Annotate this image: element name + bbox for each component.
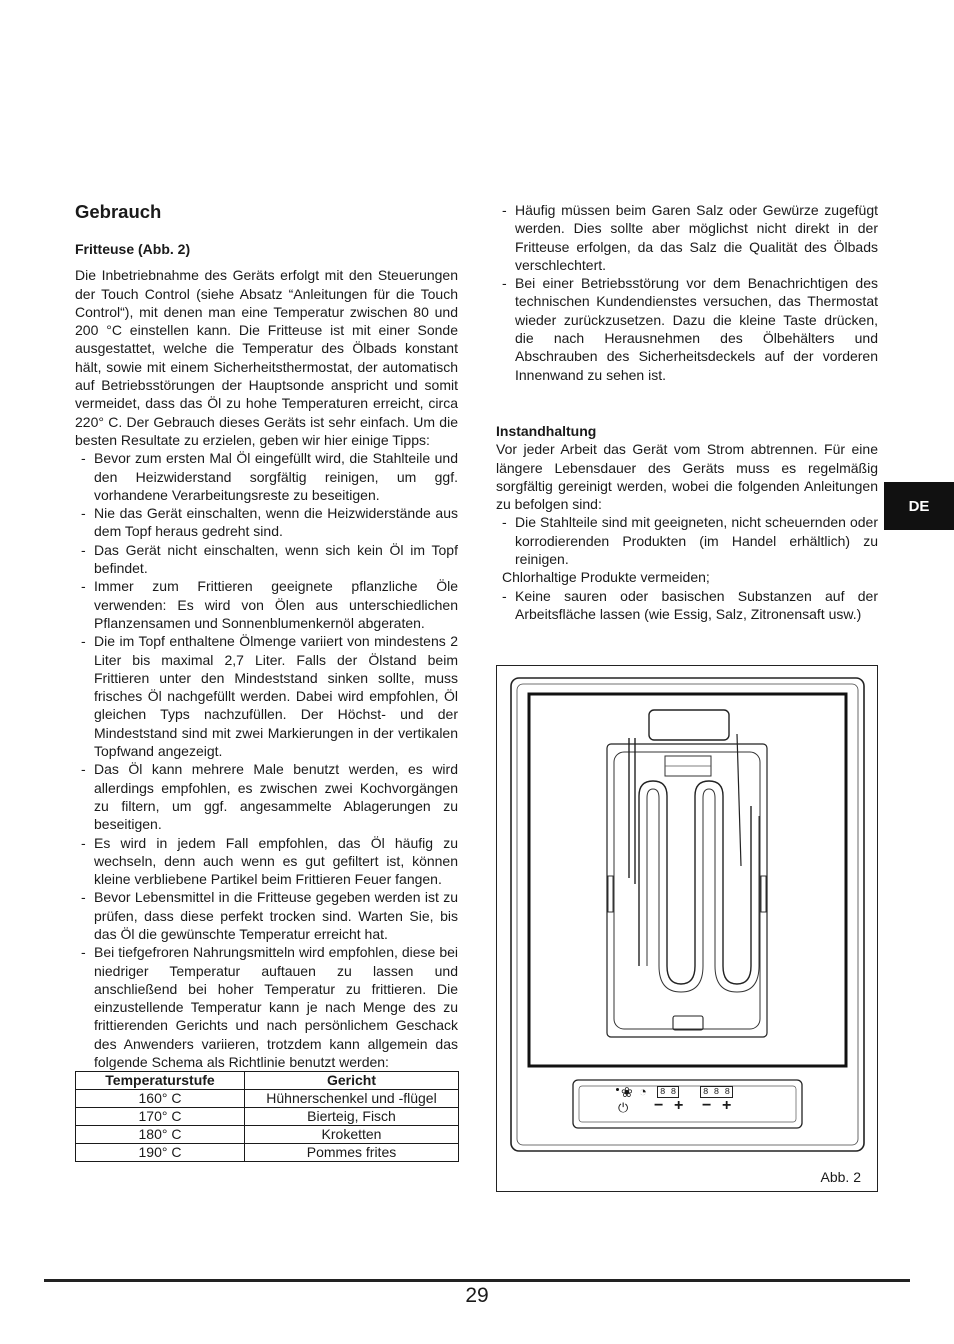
table-header-row <box>76 1072 459 1090</box>
maintenance-list <box>496 513 878 568</box>
tip-item: - Immer zum Frittieren geeignete pflanzliche Öle verwenden: Es wird von Ölen aus unterschiedlichen Pflanzensamen und Sonnenblumenkernöl abgeraten. <box>75 577 458 632</box>
temperature-display: 8 8 <box>657 1086 679 1098</box>
maintenance-heading: Instandhaltung <box>496 422 597 439</box>
column-header-dish: Gericht <box>245 1072 459 1090</box>
tip-item: - Das Öl kann mehrere Male benutzt werden, es wird allerdings empfohlen, es zwischen zwei Kochvorgängen zu filtern, um ggf. angesammelte Ablagerungen zu beseitigen. <box>75 760 458 833</box>
table-row <box>76 1090 459 1108</box>
fryer-illustration <box>497 666 877 1156</box>
tips-list-continued <box>496 201 878 384</box>
right-column <box>496 201 878 623</box>
tip-item: - Bei einer Betriebsstörung vor dem Benachrichtigen des technischen Kundendienstes versuchen, das Thermostat wieder zurückzusetzen. Dazu die kleine Taste drücken, die nach Herausnehmen des Ölbehälters und Abschrauben des Sicherheitsdeckels auf der vorderen Innenwand zu sehen ist. <box>496 274 878 384</box>
temperature-cell: 180° C <box>76 1126 245 1144</box>
maintenance-note: Chlorhaltige Produkte vermeiden; <box>502 569 710 586</box>
fryer-heading: Fritteuse (Abb. 2) <box>75 241 191 257</box>
maintenance-item: - Keine sauren oder basischen Substanzen auf der Arbeitsfläche lassen (wie Essig, Salz, Zitronensaft usw.) <box>496 587 878 624</box>
page-number: 29 <box>465 1284 489 1307</box>
temperature-cell: 170° C <box>76 1108 245 1126</box>
tips-list <box>75 449 458 1071</box>
maintenance-intro-paragraph: Vor jeder Arbeit das Gerät vom Strom abtrennen. Für eine längere Lebensdauer des Geräts muss es regelmäßig sorgfältig gereinigt werden, wobei die folgenden Anleitungen zu befolgen sind: <box>496 441 878 513</box>
maintenance-item: - Die Stahlteile sind mit geeigneten, nicht scheuernden oder korrodierenden Produkten (im Handel erhältlich) zu reinigen. <box>496 513 878 568</box>
column-header-temperature: Temperaturstufe <box>76 1072 245 1090</box>
dish-cell: Bierteig, Fisch <box>245 1108 459 1126</box>
tip-item: - Die im Topf enthaltene Ölmenge variiert von mindestens 2 Liter bis maximal 2,7 Liter. Falls der Ölstand beim Frittieren unter den Mindeststand sinken sollte, muss frisches Öl nachgefüllt werden. Dabei wird empfohlen, Öl gleichen Typs nachzufüllen. Der Höchst- und der Mindeststand sind mit zwei Markierungen in der vertikalen Topfwand angezeigt. <box>75 632 458 760</box>
table-row <box>76 1108 459 1126</box>
temperature-cell: 190° C <box>76 1144 245 1162</box>
plus-button[interactable]: + <box>674 1097 684 1114</box>
tip-item: - Häufig müssen beim Garen Salz oder Gewürze zugefügt werden. Dies sollte aber möglichst nicht direkt in der Fritteuse erfolgen, da das Salz die Qualität des Ölbads verschlechtert. <box>496 201 878 274</box>
tip-item: - Bevor Lebensmittel in die Fritteuse gegeben werden ist zu prüfen, dass diese perfekt trocken sind. Warten Sie, bis das Öl die gewünschte Temperatur erreicht hat. <box>75 888 458 943</box>
tip-item: - Es wird in jedem Fall empfohlen, das Öl häufig zu wechseln, denn auch wenn es gut gefiltert ist, können kleine verbliebene Partikel beim Frittieren Feuer fangen. <box>75 834 458 889</box>
dish-cell: Kroketten <box>245 1126 459 1144</box>
temperature-cell: 160° C <box>76 1090 245 1108</box>
figure-box <box>496 665 878 1192</box>
dish-cell: Pommes frites <box>245 1144 459 1162</box>
temperature-table <box>75 1071 459 1162</box>
left-column <box>75 200 458 1162</box>
table-row <box>76 1144 459 1162</box>
footer-rule <box>44 1279 910 1282</box>
tip-item: - Bevor zum ersten Mal Öl eingefüllt wird, die Stahlteile und den Heizwiderstand sorgfältig reinigen, um ggf. vorhandene Verarbeitungsreste zu beseitigen. <box>75 449 458 504</box>
timer-minus-button[interactable]: − <box>702 1097 712 1114</box>
tip-item: - Bei tiefgefroren Nahrungsmitteln wird empfohlen, diese bei niedriger Temperatur auftauen zu lassen und anschließend bei hoher Temperatur zu frittieren. Die einzustellende Temperatur kann je nach Menge des zu frittierenden Gerichts und nach persönlichem Geschack des Anwenders variieren, trotzdem kann allgemein das folgende Schema als Richtlinie benutzt werden: <box>75 943 458 1071</box>
dish-cell: Hühnerschenkel und -flügel <box>245 1090 459 1108</box>
tip-item: - Das Gerät nicht einschalten, wenn sich kein Öl im Topf befindet. <box>75 541 458 578</box>
table-row <box>76 1126 459 1144</box>
maintenance-list <box>496 587 878 624</box>
timer-icon[interactable]: ◔ <box>639 1084 647 1099</box>
tip-item: - Nie das Gerät einschalten, wenn die Heizwiderstände aus dem Topf heraus gedreht sind. <box>75 504 458 541</box>
figure-caption: Abb. 2 <box>820 1169 861 1185</box>
minus-button[interactable]: − <box>654 1097 664 1114</box>
language-tab: DE <box>884 482 954 530</box>
timer-plus-button[interactable]: + <box>722 1097 732 1114</box>
fryer-intro-paragraph: Die Inbetriebnahme des Geräts erfolgt mit den Steuerungen der Touch Control (siehe Absatz “Anleitungen für die Touch Control“), mit denen man eine Temperatur zwischen 80 und 200 °C einstellen kann. Die Fritteuse ist mit einer Sonde ausgestattet, welche die Temperatur des Ölbads konstant hält, sowie mit einem Sicherheitsthermostat, der automatisch auf Betriebsstörungen der Hauptsonde anspricht und somit vermeidet, dass das Öl zu hohe Temperaturen erreicht, circa 220° C. Der Gebrauch dieses Geräts ist sehr einfach. Um die besten Resultate zu erzielen, geben wir hier einige Tipps: <box>75 267 458 448</box>
power-icon[interactable]: ⏻ <box>618 1100 629 1115</box>
lock-key-icon[interactable]: ❀ <box>621 1084 633 1100</box>
power-dot-indicator <box>616 1088 619 1091</box>
timer-display: 8 8 8 <box>700 1086 733 1098</box>
section-title: Gebrauch <box>75 201 162 222</box>
